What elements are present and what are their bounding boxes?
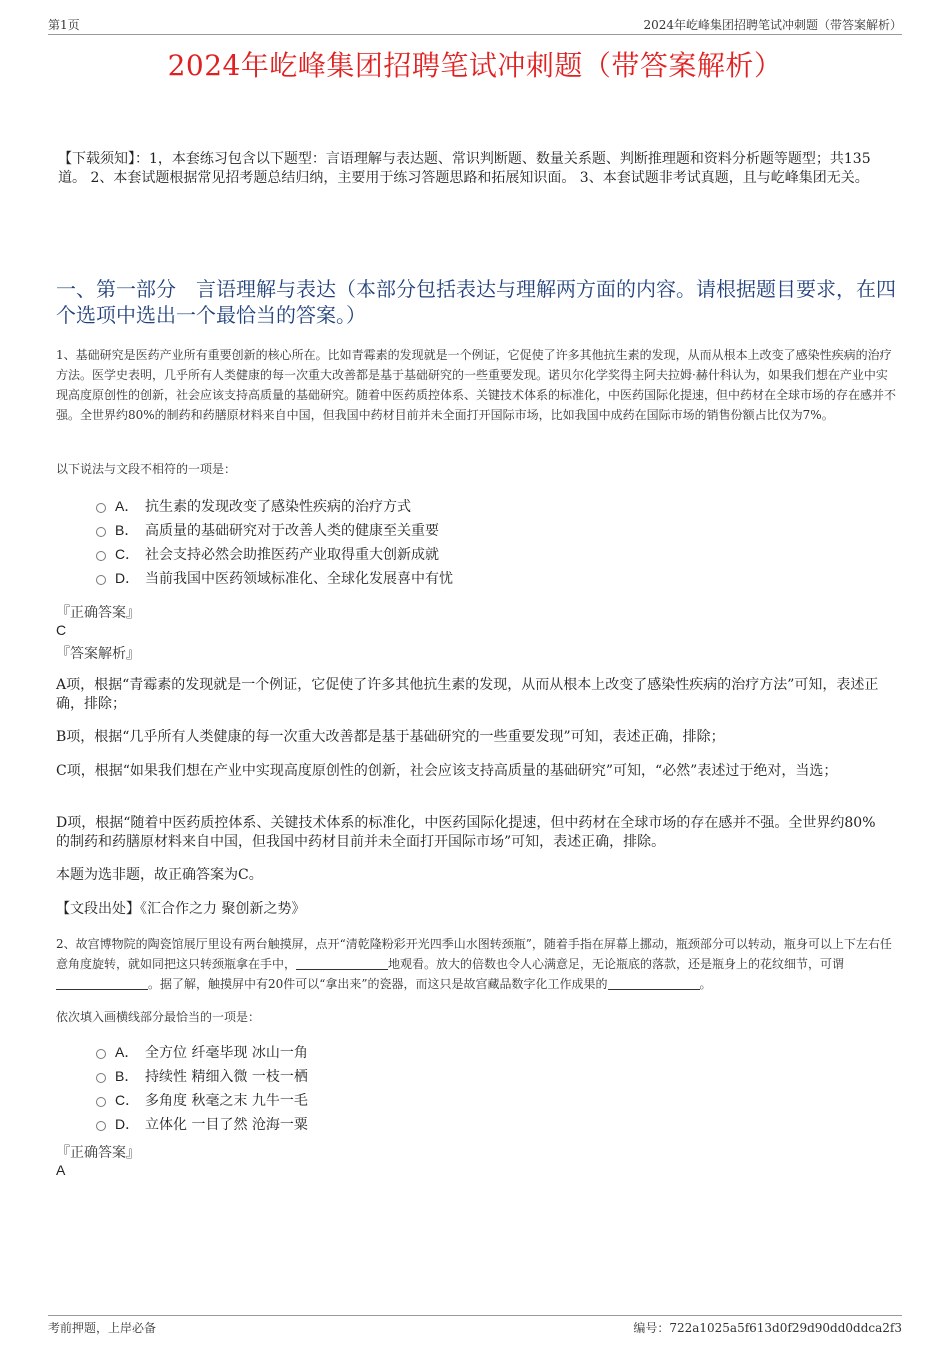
option-d[interactable]: D． 当前我国中医药领域标准化、全球化发展喜中有忧 (96, 566, 896, 590)
page-footer (48, 1315, 902, 1336)
option-b[interactable]: B． 持续性 精细入微 一枝一栖 (96, 1064, 896, 1088)
question-1-text: 1、基础研究是医药产业所有重要创新的核心所在。比如青霉素的发现就是一个例证，它促使了许多其他抗生素的发现，从而从根本上改变了感染性疾病的治疗方法。医学史表明，几乎所有人类健康的每一次重大改善都是基于基础研究的一些重要发现。诺贝尔化学奖得主阿夫拉姆·赫什科认为，如果我们想在产业中实现高度原创性的创新，社会应该支持高质量的基础研究。随着中医药质控体系、关键技术体系的标准化，中医药国际化提速，但中药材在全球市场的存在感并不强。全世界约80%的制药和药膳原材料来自中国，但我国中药材目前并未全面打开国际市场，比如我国中成药在国际市场的销售份额占比仅为7%。 (56, 348, 897, 422)
radio-icon[interactable] (96, 1073, 106, 1083)
footer-slogan: 考前押题，上岸必备 (48, 1321, 157, 1335)
radio-icon[interactable] (96, 551, 106, 561)
document-id: 编号：722a1025a5f613d0f29d90dd0ddca2f3 (633, 1321, 902, 1335)
question-2-options (96, 1040, 896, 1136)
analysis-label: 『答案解析』 (56, 646, 140, 662)
question-1-options (96, 494, 896, 590)
answer-label: 『正确答案』 (56, 605, 140, 621)
download-notice: 【下载须知】：1，本套练习包含以下题型：言语理解与表达题、常识判断题、数量关系题、判断推理题和资料分析题等题型；共135道。 2、本套试题根据常见招考题总结归纳，主要用于练习答题思路和拓展知识面。 3、本套试题非考试真题，且与屹峰集团无关。 (58, 151, 871, 186)
option-c[interactable]: C． 多角度 秋毫之末 九牛一毛 (96, 1088, 896, 1112)
page-number: 第1页 (48, 18, 80, 32)
fill-blank-2 (56, 977, 148, 990)
option-d[interactable]: D． 立体化 一目了然 沧海一粟 (96, 1112, 896, 1136)
option-c[interactable]: C． 社会支持必然会助推医药产业取得重大创新成就 (96, 542, 896, 566)
correct-answer: A (56, 1162, 66, 1178)
page-header (48, 14, 902, 35)
radio-icon[interactable] (96, 527, 106, 537)
option-a[interactable]: A． 抗生素的发现改变了感染性疾病的治疗方式 (96, 494, 896, 518)
correct-answer: C (56, 622, 67, 638)
question-1-prompt: 以下说法与文段不相符的一项是： (56, 462, 237, 476)
section-title: 一、第一部分 言语理解与表达（本部分包括表达与理解两方面的内容。请根据题目要求，在四个选项中选出一个最恰当的答案。） (56, 277, 896, 327)
document-title: 2024年屹峰集团招聘笔试冲刺题（带答案解析） (167, 49, 783, 82)
analysis-d: D项，根据“随着中医药质控体系、关键技术体系的标准化，中医药国际化提速，但中药材在全球市场的存在感并不强。全世界约80%的制药和药膳原材料来自中国，但我国中药材目前并未全面打开国际市场”可知，表述正确，排除。 (56, 815, 876, 850)
analysis-a: A项，根据“青霉素的发现就是一个例证，它促使了许多其他抗生素的发现，从而从根本上改变了感染性疾病的治疗方法”可知，表述正确，排除； (56, 677, 879, 712)
answer-label: 『正确答案』 (56, 1145, 140, 1161)
analysis-b: B项，根据“几乎所有人类健康的每一次重大改善都是基于基础研究的一些重要发现”可知，表述正确，排除； (56, 729, 725, 745)
option-a[interactable]: A． 全方位 纤毫毕现 冰山一角 (96, 1040, 896, 1064)
analysis-conclusion: 本题为选非题，故正确答案为C。 (56, 867, 263, 883)
question-2-text: 2、故宫博物院的陶瓷馆展厅里设有两台触摸屏，点开“清乾隆粉彩开光四季山水图转颈瓶”，随着手指在屏幕上挪动，瓶颈部分可以转动，瓶身可以上下左右任意角度旋转，就如同把这只转颈瓶拿在手中， 地观看。放大的倍数也令人心满意足，无论瓶底的落款，还是瓶身上的花纹细节，可谓。据了解，触摸屏中有20件可以“拿出来”的瓷器，而这只是故宫藏品数字化工作成果的 。 (56, 937, 892, 991)
radio-icon[interactable] (96, 503, 106, 513)
fill-blank-1 (296, 957, 388, 970)
source-citation: 【文段出处】《汇合作之力 聚创新之势》 (56, 901, 306, 917)
radio-icon[interactable] (96, 1049, 106, 1059)
option-b[interactable]: B． 高质量的基础研究对于改善人类的健康至关重要 (96, 518, 896, 542)
question-2-prompt: 依次填入画横线部分最恰当的一项是： (56, 1010, 261, 1024)
fill-blank-3 (608, 977, 700, 990)
radio-icon[interactable] (96, 1097, 106, 1107)
header-doc-title: 2024年屹峰集团招聘笔试冲刺题（带答案解析） (643, 18, 902, 32)
analysis-c: C项，根据“如果我们想在产业中实现高度原创性的创新，社会应该支持高质量的基础研究”可知，“必然”表述过于绝对，当选； (56, 763, 838, 779)
radio-icon[interactable] (96, 575, 106, 585)
radio-icon[interactable] (96, 1121, 106, 1131)
